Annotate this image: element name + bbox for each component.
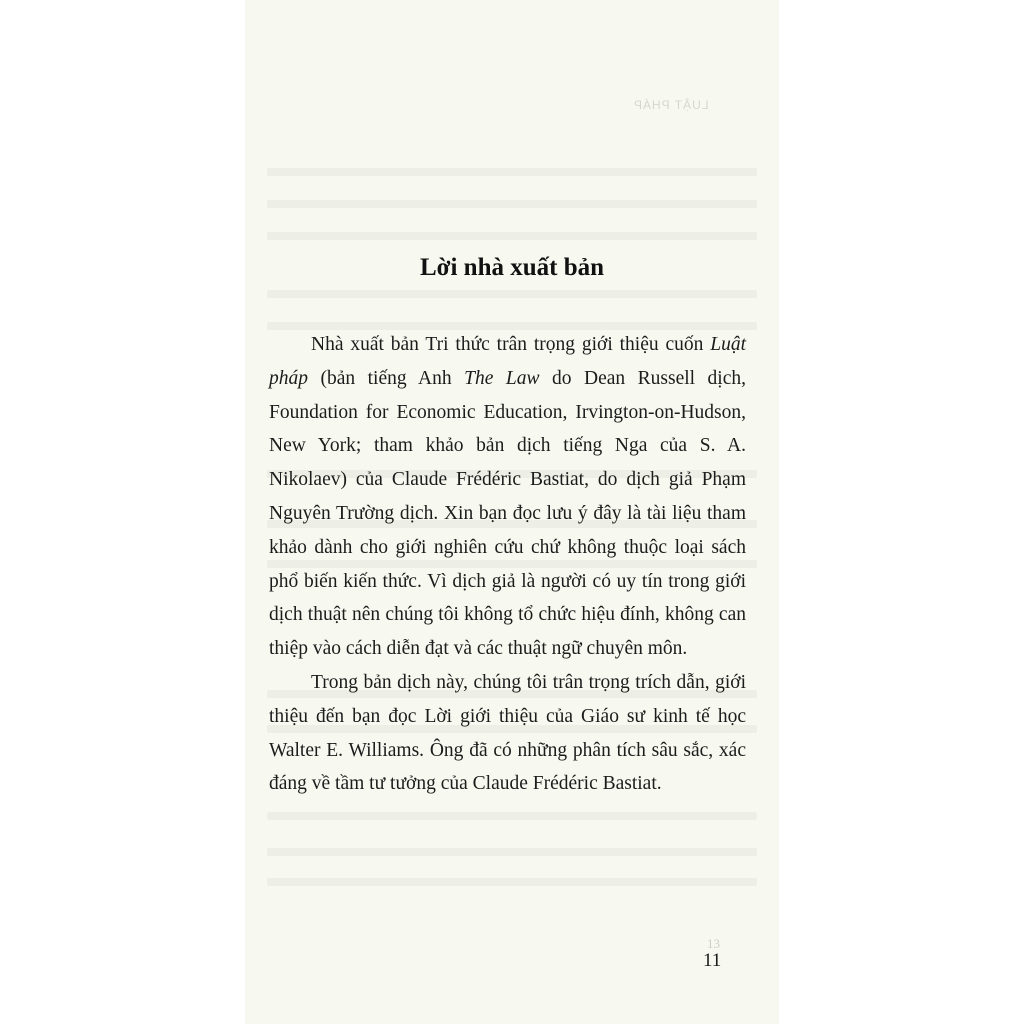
paragraph-1-text-b: (bản tiếng Anh <box>308 367 465 389</box>
bleed-through-line <box>267 168 757 176</box>
page-number: 11 <box>703 950 722 971</box>
bleed-through-page-number: 13 <box>707 936 720 951</box>
book-page <box>245 0 779 1024</box>
paragraph-1 <box>269 328 746 666</box>
book-title-vietnamese: Luật pháp <box>269 334 746 389</box>
bleed-through-line <box>267 290 757 298</box>
bleed-through-header: LUẬT PHÁP <box>633 98 709 112</box>
page-title: Lời nhà xuất bản <box>419 254 605 281</box>
paragraph-2: Trong bản dịch này, chúng tôi trân trọng trích dẫn, giới thiệu đến bạn đọc Lời giới thiệu của Giáo sư kinh tế học Walter E. Williams. Ông đã có những phân tích sâu sắc, xác đáng về tầm tư tưởng của Claude Frédéric Bastiat. <box>269 671 746 795</box>
book-title-english: The Law <box>464 367 540 389</box>
bleed-through-line <box>267 232 757 240</box>
paragraph-1-text-a: Nhà xuất bản Tri thức trân trọng giới thiệu cuốn <box>311 334 711 355</box>
paragraph-1-text-c: do Dean Russell dịch, Foundation for Economic Education, Irvington-on-Hudson, New York; tham khảo bản dịch tiếng Nga của S. A. Nikolaev) của Claude Frédéric Bastiat, do dịch giả Phạm Nguyên Trường dịch. Xin bạn đọc lưu ý đây là tài liệu tham khảo dành cho giới nghiên cứu chứ không thuộc loại sách phổ biến kiến thức. Vì dịch giả là người có uy tín trong giới dịch thuật nên chúng tôi không tổ chức hiệu đính, không can thiệp vào cách diễn đạt và các thuật ngữ chuyên môn. <box>269 367 747 660</box>
bleed-through-line <box>267 848 757 856</box>
bleed-through-line <box>267 878 757 886</box>
body-text <box>269 328 746 801</box>
bleed-through-line <box>267 200 757 208</box>
bleed-through-line <box>267 812 757 820</box>
